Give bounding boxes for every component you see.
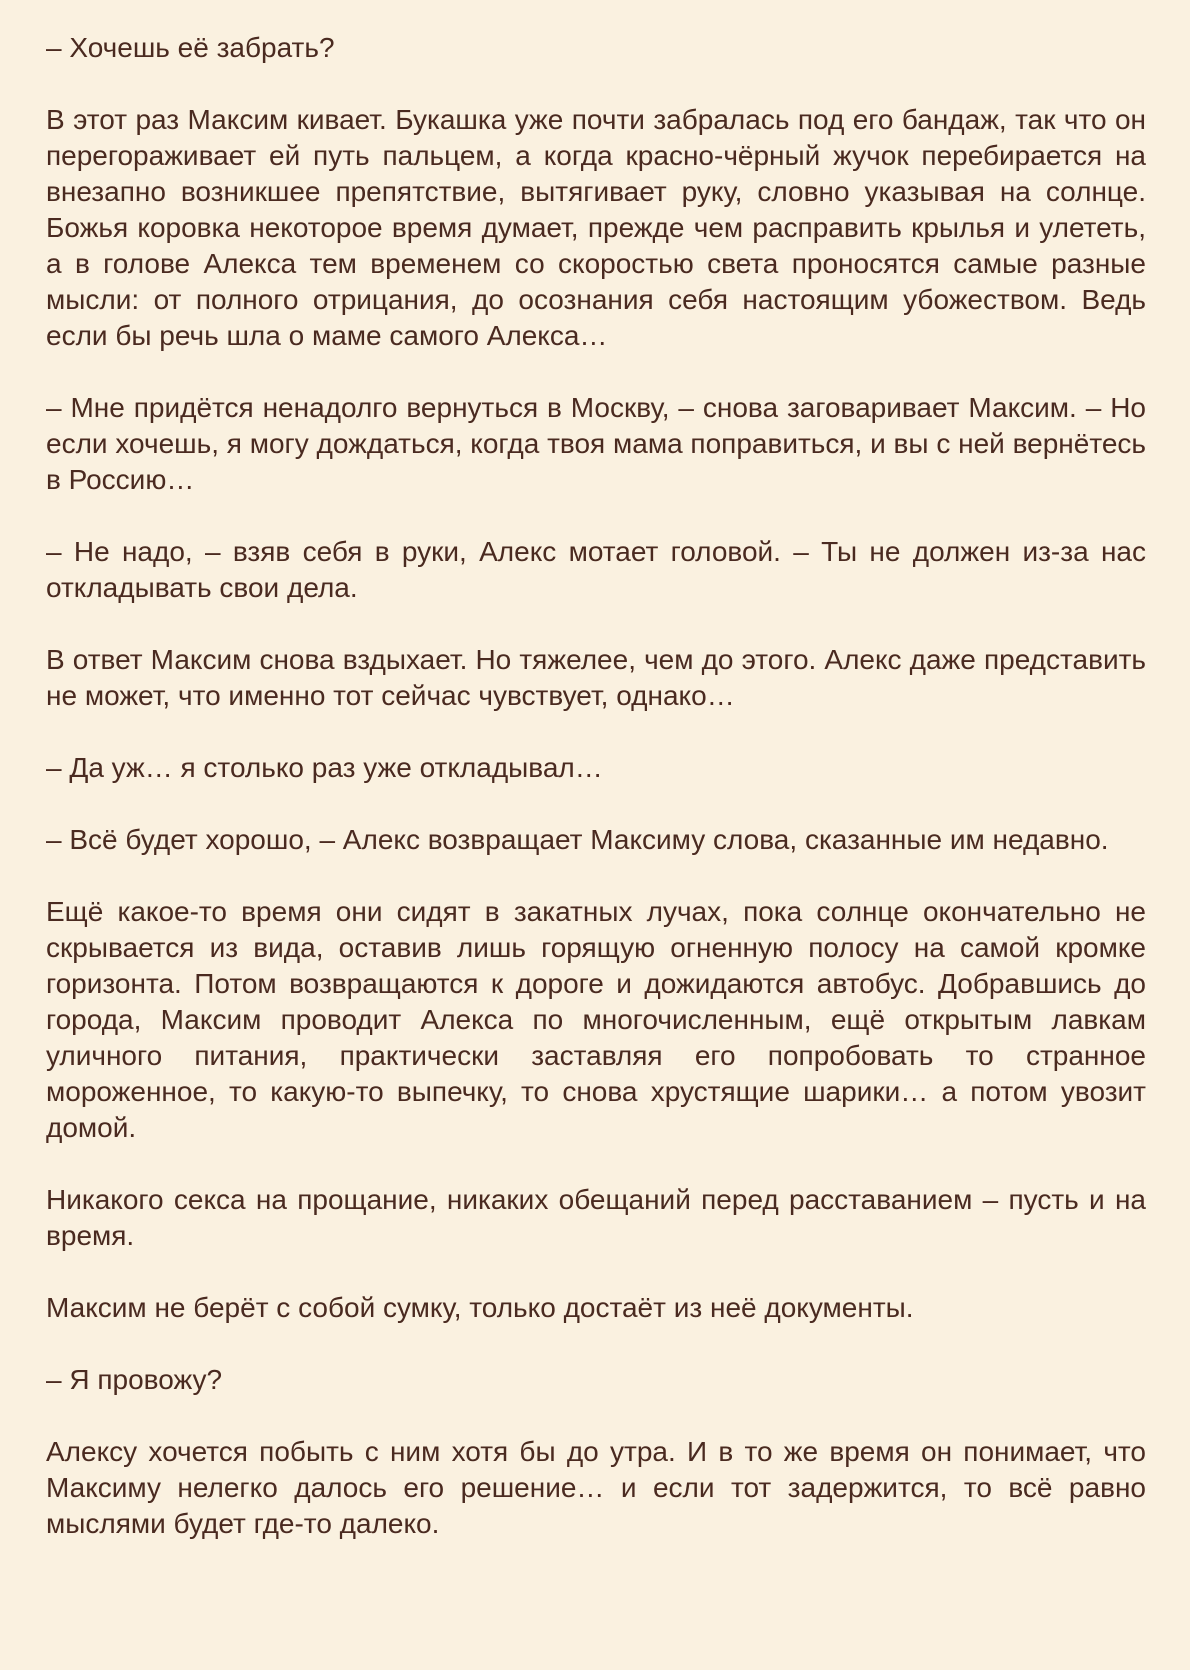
paragraph-4: – Не надо, – взяв себя в руки, Алекс мотает головой. – Ты не должен из-за нас откладывать свои дела.: [46, 536, 1146, 603]
paragraph-9: Никакого секса на прощание, никаких обещаний перед расставанием – пусть и на время.: [46, 1184, 1146, 1251]
paragraph-10: Максим не берёт с собой сумку, только достаёт из неё документы.: [46, 1292, 914, 1323]
document-page: [46, 30, 1146, 1578]
paragraph-7: – Всё будет хорошо, – Алекс возвращает Максиму слова, сказанные им недавно.: [46, 824, 1109, 855]
paragraph-3: – Мне придётся ненадолго вернуться в Москву, – снова заговаривает Максим. – Но если хочешь, я могу дождаться, когда твоя мама поправиться, и вы с ней вернётесь в Россию…: [46, 392, 1146, 495]
paragraph-8: Ещё какое-то время они сидят в закатных лучах, пока солнце окончательно не скрывается из вида, оставив лишь горящую огненную полосу на самой кромке горизонта. Потом возвращаются к дороге и дожидаются автобус. Добравшись до города, Максим проводит Алекса по многочисленным, ещё открытым лавкам уличного питания, практически заставляя его попробовать то странное мороженное, то какую-то выпечку, то снова хрустящие шарики… а потом увозит домой.: [46, 896, 1146, 1143]
paragraph-5: В ответ Максим снова вздыхает. Но тяжелее, чем до этого. Алекс даже представить не может, что именно тот сейчас чувствует, однако…: [46, 644, 1146, 711]
paragraph-6: – Да уж… я столько раз уже откладывал…: [46, 752, 603, 783]
paragraph-1: – Хочешь её забрать?: [46, 32, 335, 63]
paragraph-2: В этот раз Максим кивает. Букашка уже почти забралась под его бандаж, так что он перегораживает ей путь пальцем, а когда красно-чёрный жучок перебирается на внезапно возникшее препятствие, вытягивает руку, словно указывая на солнце. Божья коровка некоторое время думает, прежде чем расправить крылья и улететь, а в голове Алекса тем временем со скоростью света проносятся самые разные мысли: от полного отрицания, до осознания себя настоящим убожеством. Ведь если бы речь шла о маме самого Алекса…: [46, 104, 1146, 351]
paragraph-12: Алексу хочется побыть с ним хотя бы до утра. И в то же время он понимает, что Максиму нелегко далось его решение… и если тот задержится, то всё равно мыслями будет где-то далеко.: [46, 1436, 1146, 1539]
paragraph-11: – Я провожу?: [46, 1364, 223, 1395]
